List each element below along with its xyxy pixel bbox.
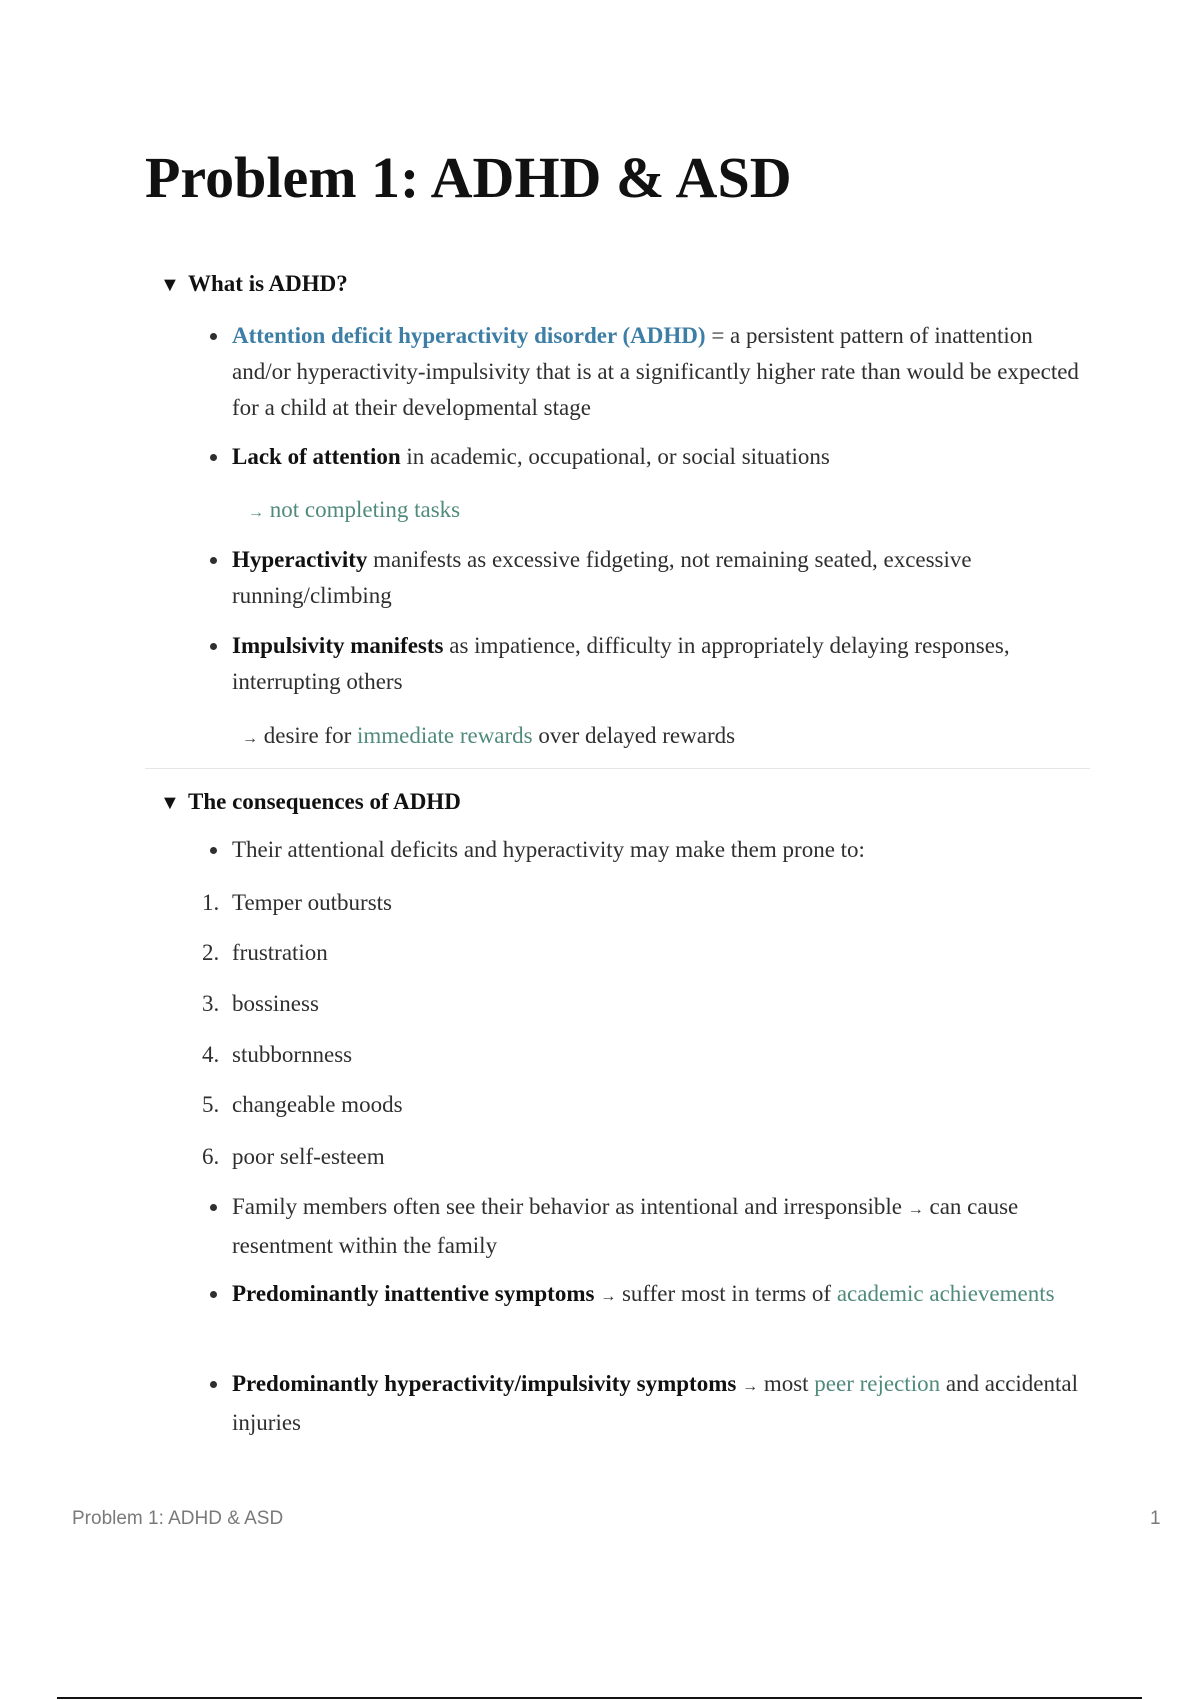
page-bottom-rule: [57, 1697, 1142, 1699]
item-number: 3.: [202, 991, 220, 1016]
bold-term: Predominantly inattentive symptoms: [232, 1281, 595, 1306]
bullet-text: most: [758, 1371, 815, 1396]
arrow-icon: →: [242, 730, 258, 747]
numbered-item: [202, 986, 1092, 1022]
toggle-consequences-of-adhd[interactable]: [160, 786, 461, 819]
bullet-adhd-definition: [232, 318, 1092, 426]
page-number: 1: [1150, 1508, 1161, 1529]
item-text: bossiness: [232, 991, 319, 1016]
bullet-text: manifests as excessive fidgeting, not remaining seated, excessive running/climbing: [232, 547, 972, 608]
term-highlight: Attention deficit hyperactivity disorder (ADHD): [232, 323, 706, 348]
bullet-text: suffer most in terms of: [616, 1281, 837, 1306]
arrow-icon: →: [742, 1378, 759, 1395]
bullet-family-resentment: [232, 1189, 1092, 1264]
arrow-icon: →: [600, 1288, 617, 1305]
bullet-impulsivity: [232, 628, 1092, 700]
bold-term: Hyperactivity: [232, 547, 368, 572]
bullet-text: as impatience, difficulty in appropriately delaying responses, interrupting others: [232, 633, 1010, 694]
arrow-icon: →: [907, 1201, 924, 1218]
numbered-item: [202, 1139, 1092, 1175]
item-text: frustration: [232, 940, 328, 965]
bullet-inattentive-symptoms: [232, 1276, 1092, 1315]
bullet-text: and accidental injuries: [232, 1371, 1078, 1435]
item-number: 6.: [202, 1144, 220, 1169]
item-number: 4.: [202, 1042, 220, 1067]
item-number: 2.: [202, 940, 220, 965]
numbered-item: [202, 885, 1092, 921]
numbered-item: [202, 1037, 1092, 1073]
bold-term: Lack of attention: [232, 444, 401, 469]
sub-text: over delayed rewards: [532, 723, 736, 748]
item-text: Temper outbursts: [232, 890, 393, 915]
bold-term: Impulsivity manifests: [232, 633, 444, 658]
toggle-heading: The consequences of ADHD: [188, 789, 461, 814]
sub-immediate-rewards: [242, 718, 735, 757]
green-highlight: peer rejection: [814, 1371, 941, 1396]
numbered-item: [202, 935, 1092, 971]
toggle-triangle-icon[interactable]: ▼: [160, 274, 180, 296]
arrow-icon: →: [248, 504, 264, 521]
toggle-heading: What is ADHD?: [188, 271, 348, 296]
green-highlight: immediate rewards: [357, 723, 533, 748]
bullet-text: in academic, occupational, or social situations: [400, 444, 830, 469]
numbered-item: [202, 1087, 1092, 1123]
sub-text: desire for: [258, 723, 357, 748]
item-text: poor self-esteem: [232, 1144, 385, 1169]
bullet-hyperactivity-symptoms: [232, 1366, 1092, 1441]
bullet-text: Their attentional deficits and hyperactivity may make them prone to:: [232, 837, 865, 862]
section-divider: [145, 768, 1090, 769]
sub-not-completing-tasks: [248, 492, 460, 531]
sub-text: not completing tasks: [264, 497, 461, 522]
bullet-lack-of-attention: [232, 439, 1092, 475]
footer-title: Problem 1: ADHD & ASD: [72, 1508, 284, 1529]
green-highlight: academic achievements: [836, 1281, 1055, 1306]
item-text: stubbornness: [232, 1042, 353, 1067]
toggle-triangle-icon[interactable]: ▼: [160, 792, 180, 814]
toggle-what-is-adhd[interactable]: [160, 268, 348, 301]
item-number: 1.: [202, 890, 220, 915]
bullet-hyperactivity: [232, 542, 1092, 614]
bullet-prone-to: [232, 832, 1092, 868]
bullet-text: Family members often see their behavior as intentional and irresponsible: [232, 1194, 908, 1219]
item-number: 5.: [202, 1092, 220, 1117]
bullet-text: can cause resentment within the family: [232, 1194, 1019, 1258]
bullet-text: = a persistent pattern of inattention and/or hyperactivity-impulsivity that is at a significantly higher rate than would be expected for a child at their developmental stage: [232, 323, 1079, 420]
bold-term: Predominantly hyperactivity/impulsivity symptoms: [232, 1371, 737, 1396]
item-text: changeable moods: [232, 1092, 403, 1117]
page-title: Problem 1: ADHD & ASD: [145, 145, 792, 210]
